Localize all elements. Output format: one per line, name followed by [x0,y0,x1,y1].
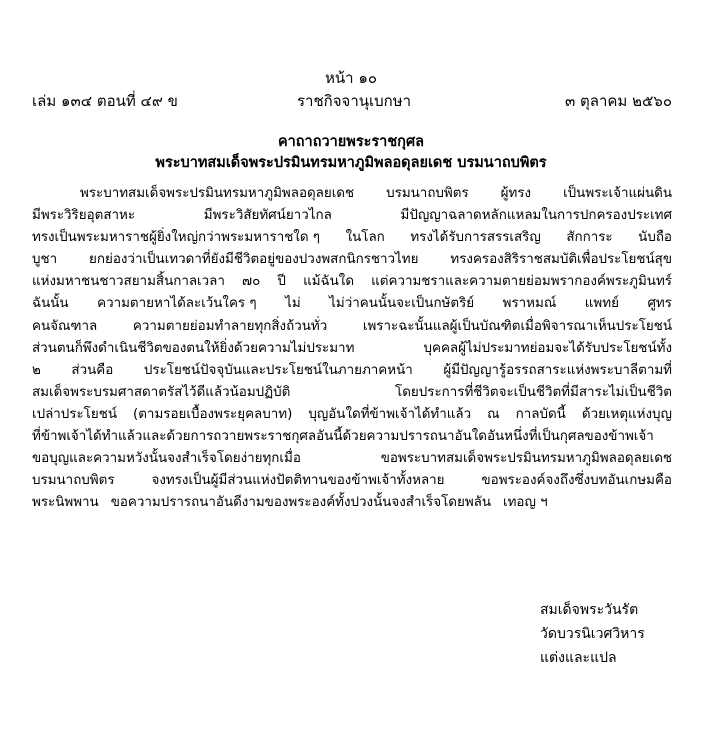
body-line [32,426,672,448]
body-word: บรมนาถบพิตร [32,473,115,489]
body-line [32,338,672,360]
body-word: เทอญ ฯ [503,495,548,511]
body-line [32,382,672,404]
body-word: ที่ข้าพเจ้าได้ทำแล้วและด้วยการถวายพระราชกุศลอันนี้ด้วยความปรารถนาอันใดอันหนึ่งที่เป็นกุศลของข้าพเจ้า [32,429,654,445]
gazette-name: ราชกิจจานุเบกษา [297,92,412,110]
body-word: คนจัณฑาล [32,318,98,334]
publication-date: ๓ ตุลาคม ๒๕๖๐ [565,92,672,110]
signature-role: แต่งและแปล [540,650,617,666]
body-line [32,249,672,271]
body-word: นับถือ [638,230,672,246]
body-word: มีปัญญาฉลาดหลักแหลมในการปกครองประเทศ [400,208,672,224]
body-word: ทรงเป็นพระมหาราชผู้ยิ่งใหญ่กว่าพระมหาราชใด ๆ [32,230,320,246]
body-word: ณ [487,406,500,422]
body-word: เป็นพระเจ้าแผ่นดิน [563,186,672,201]
body-word: (ตามรอยเบื้องพระยุคลบาท) [133,406,293,422]
body-word: เปล่าประโยชน์ [32,406,117,422]
body-word: บูชา [32,252,58,268]
body-word: สักการะ [566,230,613,246]
body-word: พราหมณ์ [502,296,557,312]
body-line [32,271,672,293]
body-word: ความตายหาได้ละเว้นใคร ๆ [97,296,257,312]
body-line [32,470,672,492]
body-word: ในโลก [345,230,385,246]
body-word: ศูทร [647,296,672,312]
body-word: บุญอันใดที่ข้าพเจ้าได้ทำแล้ว [308,406,472,422]
body-line [32,360,672,382]
body-word: ส่วนตนก็พึงดำเนินชีวิตของตนให้ยิ่งด้วยความไม่ประมาท [32,340,355,356]
body-word: ผู้มีปัญญารู้อรรถสาระแห่งพระบาลีตามที่ [443,362,672,378]
body-word: โดยประการที่ชีวิตจะเป็นชีวิตที่มีสาระไม่เป็นชีวิต [395,384,672,400]
body-word: มีพระวิสัยทัศน์ยาวไกล [203,208,332,224]
body-word: ขอพระองค์จงถึงซึ่งบทอันเกษมคือ [481,473,672,489]
body-word: สมเด็จพระบรมศาสดาตรัสไว้ดีแล้วน้อมปฏิบัติ [32,384,291,400]
document-subtitle: พระบาทสมเด็จพระปรมินทรมหาภูมิพลอดุลยเดช บรมนาถบพิตร [155,155,547,171]
body-line [32,316,672,338]
body-word: ๗๐ [242,274,261,290]
body-word: ผู้ทรง [500,186,532,201]
body-word: แต่ความชราและความตายย่อมพรากองค์พระภูมินทร์ [371,274,672,290]
body-word: เพราะฉะนั้นแลผู้เป็นบัณฑิตเมื่อพิจารณาเห็นประโยชน์ [362,318,672,334]
volume-issue: เล่ม ๑๓๔ ตอนที่ ๔๙ ข [32,92,178,110]
body-word: ทรงได้รับการสรรเสริญ [410,230,541,246]
body-word: ๒ [32,362,41,378]
body-word: บุคคลผู้ไม่ประมาทย่อมจะได้รับประโยชน์ทั้ง [423,340,672,356]
body-word: ขอพระบาทสมเด็จพระปรมินทรมหาภูมิพลอดุลยเดช [380,451,672,467]
body-line [32,492,672,514]
body-word: บรมนาถบพิตร [386,186,469,201]
body-word: ยกย่องว่าเป็นเทวดาที่ยังมีชีวิตอยู่ของปวงพสกนิกรชาวไทย [89,252,419,268]
body-word: ความตายย่อมทำลายทุกสิ่งถ้วนทั่ว [132,318,328,334]
body-text [32,183,672,514]
body-word: แม้ฉันใด [303,274,355,290]
body-word: จงทรงเป็นผู้มีส่วนแห่งปัตติทานของข้าพเจ้าทั้งหลาย [151,473,445,489]
body-word: มีพระวิริยอุตสาหะ [32,208,136,224]
body-word: แห่งมหาชนชาวสยามสิ้นกาลเวลา [32,274,225,290]
body-word: กาลบัดนี้ [515,406,566,422]
body-line [32,227,672,249]
body-word: ขอบุญและความหวังนั้นจงสำเร็จโดยง่ายทุกเมื่อ [32,451,301,467]
body-word: ประโยชน์ปัจจุบันและประโยชน์ในภายภาคหน้า [143,362,413,378]
body-word: ไม่ว่าคนนั้นจะเป็นกษัตริย์ [329,296,475,312]
signature-name: สมเด็จพระวันรัต [540,602,639,618]
body-line [32,183,672,205]
body-word: ด้วยเหตุแห่งบุญ [581,406,672,422]
document-title: คาถาถวายพระราชกุศล [277,134,425,150]
body-line [32,205,672,227]
signature-block [540,598,690,670]
body-word: ไม่ [285,296,301,312]
body-word: ปี [277,274,286,290]
body-word: แพทย์ [584,296,619,312]
page-number: หน้า ๑๐ [324,69,377,87]
gazette-header [32,90,672,112]
body-word: พระนิพพาน [32,495,99,511]
body-word: ทรงครองสิริราชสมบัติเพื่อประโยชน์สุข [450,252,672,268]
body-word: พระบาทสมเด็จพระปรมินทรมหาภูมิพลอดุลยเดช [80,186,355,201]
body-word: ส่วนคือ [71,362,114,378]
body-line [32,448,672,470]
body-word: ขอความปรารถนาอันดีงามของพระองค์ทั้งปวงนั้นจงสำเร็จโดยพลัน [110,495,492,511]
body-line [32,293,672,315]
body-word: ฉันนั้น [32,296,69,312]
body-line [32,404,672,426]
signature-temple: วัดบวรนิเวศวิหาร [540,626,645,642]
